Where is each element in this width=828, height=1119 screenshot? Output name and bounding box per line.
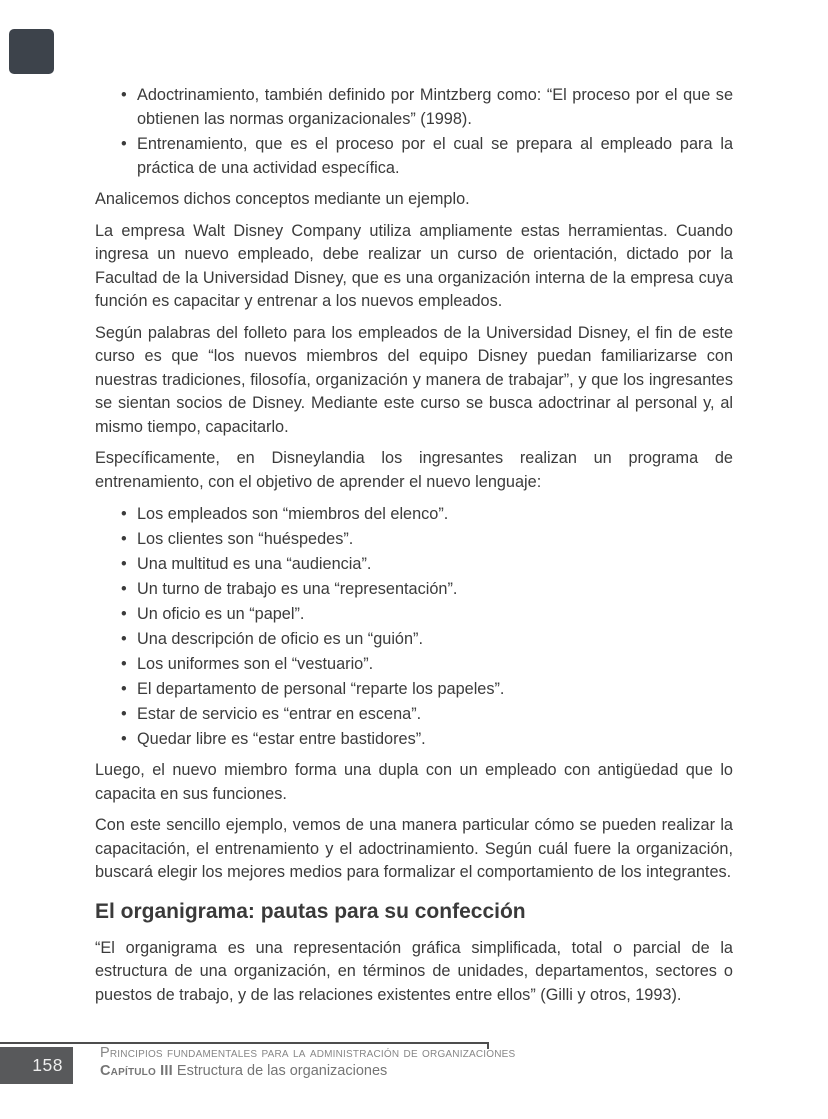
paragraph-dupla: Luego, el nuevo miembro forma una dupla con un empleado con antigüedad que lo capacita en sus funciones. xyxy=(95,761,733,803)
footer-text xyxy=(100,1045,660,1080)
list-item xyxy=(95,577,733,601)
list-item-text: El departamento de personal “reparte los papeles”. xyxy=(137,680,505,698)
book-title: Principios fundamentales para la administración de organizaciones xyxy=(100,1045,516,1061)
paragraph-folleto: Según palabras del folleto para los empleados de la Universidad Disney, el fin de este curso es que “los nuevos miembros del equipo Disney puedan familiarizarse con nuestras tradiciones, filosofía, organización y manera de trabajar”, y que los ingresantes se sientan socios de Disney. Mediante este curso se busca adoctrinar al personal y, al mismo tiempo, capacitarlo. xyxy=(95,323,733,436)
list-item xyxy=(95,552,733,576)
list-item-text: Una multitud es una “audiencia”. xyxy=(137,555,372,573)
paragraph-organigrama-def: “El organigrama es una representación gráfica simplificada, total o parcial de la estructura de una organización, en términos de unidades, departamentos, sectores o puestos de trabajo, y de las relaciones existentes entre ellos” (Gilli y otros, 1993). xyxy=(95,938,733,1004)
list-item xyxy=(95,627,733,651)
chapter-line xyxy=(100,1062,660,1080)
page-content xyxy=(95,84,733,1015)
list-item xyxy=(95,133,733,180)
definition-list xyxy=(95,84,733,180)
list-item xyxy=(95,702,733,726)
list-item-text: Los clientes son “huéspedes”. xyxy=(137,530,354,548)
paragraph-analicemos: Analicemos dichos conceptos mediante un ejemplo. xyxy=(95,190,470,208)
list-item xyxy=(95,502,733,526)
chapter-label: Capítulo III xyxy=(100,1063,173,1079)
chapter-title: Estructura de las organizaciones xyxy=(172,1063,388,1079)
paragraph-empresa: La empresa Walt Disney Company utiliza ampliamente estas herramientas. Cuando ingresa un nuevo empleado, debe realizar un curso de orientación, dictado por la Facultad de la Universidad Disney, que es una organización interna de la empresa cuya función es capacitar y entrenar a los nuevos empleados. xyxy=(95,221,733,310)
list-item-text: Un turno de trabajo es una “representación”. xyxy=(137,580,458,598)
list-item-text: Entrenamiento, que es el proceso por el cual se prepara al empleado para la práctica de una actividad específica. xyxy=(137,135,733,177)
list-item-text: Adoctrinamiento, también definido por Mintzberg como: “El proceso por el que se obtienen las normas organizacionales” (1998). xyxy=(137,86,733,128)
list-item-text: Los empleados son “miembros del elenco”. xyxy=(137,505,449,523)
list-item xyxy=(95,527,733,551)
footer-divider xyxy=(0,1042,489,1044)
paragraph-disneylandia: Específicamente, en Disneylandia los ingresantes realizan un programa de entrenamiento, con el objetivo de aprender el nuevo lenguaje: xyxy=(95,449,733,491)
list-item-text: Un oficio es un “papel”. xyxy=(137,605,305,623)
glossary-list xyxy=(95,502,733,751)
list-item xyxy=(95,602,733,626)
list-item-text: Quedar libre es “estar entre bastidores”. xyxy=(137,730,426,748)
paragraph-ejemplo: Con este sencillo ejemplo, vemos de una manera particular cómo se pueden realizar la capacitación, el entrenamiento y el adoctrinamiento. Según cuál fuere la organización, buscará elegir los mejores medios para formalizar el comportamiento de los integrantes. xyxy=(95,816,733,881)
list-item-text: Los uniformes son el “vestuario”. xyxy=(137,655,374,673)
list-item xyxy=(95,652,733,676)
list-item xyxy=(95,677,733,701)
page-number: 158 xyxy=(32,1055,63,1075)
list-item-text: Una descripción de oficio es un “guión”. xyxy=(137,630,423,648)
corner-tab xyxy=(9,29,54,74)
list-item xyxy=(95,84,733,131)
list-item-text: Estar de servicio es “entrar en escena”. xyxy=(137,705,422,723)
list-item xyxy=(95,727,733,751)
page-number-box xyxy=(0,1047,73,1084)
section-heading: El organigrama: pautas para su confección xyxy=(95,899,526,923)
